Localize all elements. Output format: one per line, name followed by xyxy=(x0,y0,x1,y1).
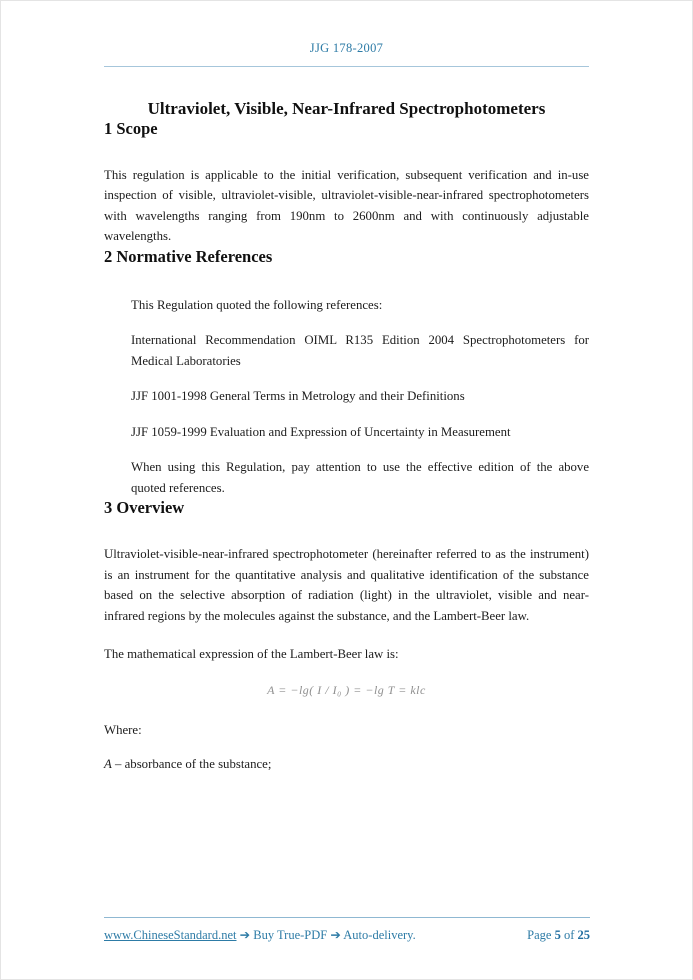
of-label: of xyxy=(563,928,575,942)
normative-references-block xyxy=(131,295,589,498)
normative-intro: This Regulation quoted the following references: xyxy=(131,297,383,312)
definition-absorbance xyxy=(104,754,589,774)
definition-text: – absorbance of the substance; xyxy=(111,757,272,772)
reference-item: International Recommendation OIML R135 Edition 2004 Spectrophotometers for Medical Laboratories xyxy=(131,333,589,368)
page-indicator xyxy=(527,928,590,943)
buy-true-pdf-label: Buy True-PDF xyxy=(253,928,328,942)
lambert-beer-formula: A = −lg( I / I₀ ) = −lg T = klc xyxy=(267,682,426,697)
total-page-number: 25 xyxy=(577,928,590,942)
page-label: Page xyxy=(527,928,552,942)
arrow-icon: ➔ xyxy=(239,928,251,942)
page-title: Ultraviolet, Visible, Near-Infrared Spectrophotometers xyxy=(147,99,546,118)
reference-item: JJF 1059-1999 Evaluation and Expression of Uncertainty in Measurement xyxy=(131,424,511,439)
header-rule xyxy=(104,66,589,67)
normative-outro: When using this Regulation, pay attention to use the effective edition of the above quoted references. xyxy=(131,460,589,495)
reference-item: JJF 1001-1998 General Terms in Metrology and their Definitions xyxy=(131,389,465,404)
arrow-icon: ➔ xyxy=(330,928,341,942)
section-heading-scope: 1 Scope xyxy=(104,119,158,138)
scope-paragraph: This regulation is applicable to the initial verification, subsequent verification and in-use inspection of visible, ultraviolet-visible, ultraviolet-visible-near-infrared spectrophotometers with wavelengths ranging from 190nm to 2600nm and with continuously adjustable wavelengths. xyxy=(104,168,589,244)
doc-number: JJG 178-2007 xyxy=(309,41,384,55)
footer-left xyxy=(104,927,416,943)
auto-delivery-label: Auto-delivery. xyxy=(343,928,416,942)
overview-paragraph: Ultraviolet-visible-near-infrared spectrophotometer (hereinafter referred to as the instrument) is an instrument for the quantitative analysis and qualitative identification of the substance based on the selective absorption of radiation (light) in the ultraviolet, visible and near-infrared regions by the molecules against the substance, and the Lambert-Beer law. xyxy=(104,547,589,623)
lambert-beer-intro: The mathematical expression of the Lambert-Beer law is: xyxy=(104,647,399,662)
where-label: Where: xyxy=(104,722,142,737)
page-footer xyxy=(104,917,590,943)
section-heading-overview: 3 Overview xyxy=(104,498,185,518)
symbol-a: A xyxy=(104,757,112,772)
website-link[interactable]: www.ChineseStandard.net xyxy=(104,928,237,942)
current-page-number: 5 xyxy=(554,928,561,942)
section-heading-normative-references: 2 Normative References xyxy=(104,246,273,266)
